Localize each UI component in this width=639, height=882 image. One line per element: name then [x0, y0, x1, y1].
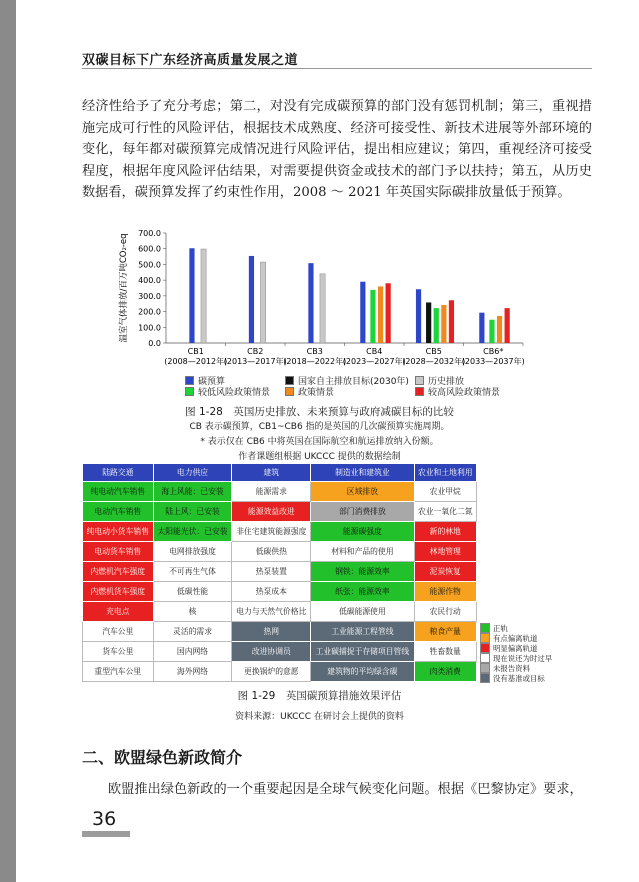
- chart-svg: [118, 225, 528, 375]
- matrix-cell: 工业能源工程管线: [311, 622, 414, 642]
- figure-1-29-caption: 图 1-29 英国碳预算措施效果评估: [237, 690, 402, 702]
- matrix-row: [83, 642, 477, 662]
- note-cb6: * 表示仅在 CB6 中将英国在国际航空和航运排放纳入份额。: [200, 437, 439, 447]
- key-swatch: [480, 673, 490, 683]
- bar-4-4: [441, 305, 446, 343]
- matrix-header-cell: 陆路交通: [83, 464, 154, 482]
- y-tick-label: 500.0: [138, 260, 161, 270]
- x-tick-label: CB3: [306, 347, 323, 356]
- key-item: [480, 623, 552, 633]
- bar-4-1: [426, 302, 431, 343]
- matrix-cell: 货车公里: [83, 642, 154, 662]
- legend-item: [285, 385, 334, 398]
- matrix-header-cell: 建筑: [232, 464, 311, 482]
- y-tick-label: 200.0: [138, 307, 161, 317]
- key-swatch: [480, 653, 490, 663]
- matrix-cell: 工业碳捕捉于存储项目管线: [311, 642, 414, 662]
- legend-swatch: [285, 376, 294, 385]
- matrix-cell: 农业一氧化二氮: [414, 502, 476, 522]
- key-item: [480, 673, 552, 683]
- matrix-cell: 能源效益改进: [232, 502, 311, 522]
- running-head: 双碳目标下广东经济高质量发展之道: [82, 53, 299, 68]
- key-label: 现在说还为时过早: [493, 653, 553, 663]
- key-label: 没有基准或目标: [493, 673, 545, 683]
- legend-swatch: [285, 387, 294, 396]
- matrix-cell: 改进协调员: [232, 642, 311, 662]
- matrix-cell: 灵活的需求: [153, 622, 232, 642]
- x-tick-label: (2023—2027年): [342, 357, 406, 366]
- matrix-cell: 低碳供热: [232, 542, 311, 562]
- matrix-cell: 区域排放: [311, 482, 414, 502]
- legend-item: [185, 385, 270, 398]
- matrix-cell: 电力与天然气价格比: [232, 602, 311, 622]
- legend-label: 较低风险政策情景: [198, 388, 271, 398]
- bar-4-3: [434, 308, 439, 343]
- legend-item: [415, 385, 500, 398]
- matrix-cell: 农民行动: [414, 602, 476, 622]
- matrix-cell: 部门消费排放: [311, 502, 414, 522]
- y-tick-label: 0.0: [148, 339, 161, 348]
- legend-label: 碳预算: [198, 377, 226, 387]
- y-tick-label: 100.0: [138, 323, 161, 333]
- matrix-cell: 牲畜数量: [414, 642, 476, 662]
- matrix-cell: 纸张：能源效率: [311, 582, 414, 602]
- matrix-cell: 国内网络: [153, 642, 232, 662]
- x-tick-label: CB1: [187, 347, 204, 356]
- key-swatch: [480, 623, 490, 633]
- matrix-cell: 纯电动汽车销售: [83, 482, 154, 502]
- key-label: 未报告资料: [493, 663, 530, 673]
- bar-5-4: [497, 316, 502, 343]
- legend-label: 政策情景: [298, 388, 335, 398]
- key-item: [480, 633, 552, 643]
- x-tick-label: CB5: [425, 347, 442, 356]
- key-swatch: [480, 643, 490, 653]
- matrix-cell: 热网: [232, 622, 311, 642]
- legend-swatch: [185, 387, 194, 396]
- x-tick-label: (2033—2037年): [461, 357, 525, 366]
- x-tick-label: (2008—2012年): [164, 357, 228, 366]
- legend-swatch: [415, 376, 424, 385]
- y-axis-label: 温室气体排放/百万吨CO₂-eq: [119, 233, 129, 343]
- y-tick-label: 700.0: [138, 229, 161, 238]
- bar-5-0: [479, 313, 484, 343]
- matrix-header-row: [83, 464, 477, 482]
- legend-label: 历史排放: [428, 377, 465, 387]
- key-item: [480, 663, 552, 673]
- body-text: [82, 96, 592, 204]
- page-number: 36: [92, 808, 117, 830]
- bar-0-2: [201, 249, 206, 343]
- y-tick-label: 400.0: [138, 276, 161, 286]
- matrix-cell: 陆上风：已安装: [153, 502, 232, 522]
- bar-3-3: [370, 290, 375, 343]
- matrix-cell: 非住宅建筑能源强度: [232, 522, 311, 542]
- body-paragraph: 经济性给予了充分考虑；第二，对没有完成碳预算的部门没有惩罚机制；第三，重视措施完成可行性的风险评估，根据技术成熟度、经济可接受性、新技术进展等外部环境的变化，每年都对碳预算完成情况进行风险评估，提出相应建议；第四，重视经济可接受程度，根据年度风险评估结果，对需要提供资金或技术的部门予以扶持；第五，从历史数据看，碳预算发挥了约束性作用，2008 ～ 2021 年英国实际碳排放量低于预算。: [82, 99, 592, 201]
- matrix-header-cell: 制造业和建筑业: [311, 464, 414, 482]
- bar-1-0: [249, 256, 254, 343]
- y-tick-label: 300.0: [138, 291, 161, 301]
- bar-4-5: [449, 300, 454, 343]
- matrix-cell: 肉类消费: [414, 662, 476, 682]
- matrix-row: [83, 622, 477, 642]
- key-label: 明显偏离轨道: [493, 643, 538, 653]
- matrix-cell: 海上风能：已安装: [153, 482, 232, 502]
- note-cb: CB 表示碳预算，CB1~CB6 指的是英国的几次碳预算实施周期。: [189, 422, 450, 432]
- x-tick-label: (2018—2022年): [283, 357, 347, 366]
- matrix-cell: 材料和产品的使用: [311, 542, 414, 562]
- matrix-cell: 重型汽车公里: [83, 662, 154, 682]
- matrix-cell: 内燃机货车强度: [83, 582, 154, 602]
- key-item: [480, 643, 552, 653]
- matrix-row: [83, 502, 477, 522]
- assessment-matrix: [82, 463, 477, 682]
- matrix-cell: 充电点: [83, 602, 154, 622]
- matrix-row: [83, 522, 477, 542]
- matrix-cell: 建筑物的平均绿含碳: [311, 662, 414, 682]
- matrix-row: [83, 602, 477, 622]
- key-swatch: [480, 663, 490, 673]
- bar-1-2: [260, 262, 265, 343]
- matrix-cell: 泥炭恢复: [414, 562, 476, 582]
- figure-1-28-notes: [0, 420, 639, 465]
- matrix-cell: 能源需求: [232, 482, 311, 502]
- matrix-cell: 低碳能源使用: [311, 602, 414, 622]
- matrix-cell: 核: [153, 602, 232, 622]
- legend-swatch: [415, 387, 424, 396]
- matrix-cell: 电网排放强度: [153, 542, 232, 562]
- matrix-cell: 不可再生气体: [153, 562, 232, 582]
- x-tick-label: (2013—2017年): [223, 357, 287, 366]
- bar-4-0: [416, 289, 421, 343]
- matrix-row: [83, 542, 477, 562]
- matrix-cell: 钢铁：能源效率: [311, 562, 414, 582]
- section-heading: 二、欧盟绿色新政简介: [82, 748, 243, 767]
- key-label: 正轨: [493, 623, 508, 633]
- matrix-cell: 能源碳强度: [311, 522, 414, 542]
- matrix-cell: 电动货车销售: [83, 542, 154, 562]
- legend-label: 较高风险政策情景: [428, 388, 501, 398]
- legend-swatch: [185, 376, 194, 385]
- x-tick-label: CB6*: [483, 347, 504, 356]
- matrix-cell: 能源作物: [414, 582, 476, 602]
- matrix-row: [83, 582, 477, 602]
- bar-5-5: [505, 308, 510, 343]
- matrix-cell: 纯电动小货车销售: [83, 522, 154, 542]
- key-item: [480, 653, 552, 663]
- matrix-header-cell: 农业和土地利用: [414, 464, 476, 482]
- matrix-row: [83, 482, 477, 502]
- x-tick-label: (2028—2032年): [402, 357, 466, 366]
- matrix-cell: 林地管理: [414, 542, 476, 562]
- matrix-cell: 农业甲烷: [414, 482, 476, 502]
- bar-3-5: [386, 283, 391, 343]
- bar-5-3: [489, 320, 494, 343]
- matrix-cell: 热泵成本: [232, 582, 311, 602]
- matrix-cell: 电动汽车销售: [83, 502, 154, 522]
- figure-1-28-caption: 图 1-28 英国历史排放、未来预算与政府减碳目标的比较: [185, 406, 454, 418]
- bar-2-0: [308, 263, 313, 343]
- matrix-cell: 汽车公里: [83, 622, 154, 642]
- key-swatch: [480, 633, 490, 643]
- closing-paragraph: 欧盟推出绿色新政的一个重要起因是全球气候变化问题。根据《巴黎协定》要求，: [108, 782, 583, 797]
- matrix-header-cell: 电力供应: [153, 464, 232, 482]
- note-source: 作者课题组根据 UKCCC 提供的数据绘制: [238, 452, 401, 462]
- matrix-cell: 热泵装置: [232, 562, 311, 582]
- bar-3-4: [378, 286, 383, 343]
- matrix-cell: 太阳能光伏：已安装: [153, 522, 232, 542]
- status-key: [480, 623, 552, 683]
- y-tick-label: 600.0: [138, 244, 161, 254]
- legend-label: 国家自主排放目标(2030年): [298, 377, 409, 387]
- figure-1-29-source: 资料来源：UKCCC 在研讨会上提供的资料: [235, 712, 404, 722]
- page-number-bar: [82, 831, 130, 837]
- x-tick-label: CB4: [366, 347, 383, 356]
- matrix-cell: 海外网络: [153, 662, 232, 682]
- key-label: 有点偏离轨道: [493, 633, 538, 643]
- matrix-row: [83, 662, 477, 682]
- matrix-row: [83, 562, 477, 582]
- bar-3-0: [360, 282, 365, 343]
- matrix-cell: 更换锅炉的意愿: [232, 662, 311, 682]
- matrix-cell: 内燃机汽车强度: [83, 562, 154, 582]
- x-tick-label: CB2: [247, 347, 264, 356]
- bar-0-0: [189, 248, 194, 343]
- bar-2-2: [320, 274, 325, 343]
- header-rule: [82, 68, 592, 69]
- matrix-cell: 低碳性能: [153, 582, 232, 602]
- matrix-cell: 粮食产量: [414, 622, 476, 642]
- matrix-cell: 新的林地: [414, 522, 476, 542]
